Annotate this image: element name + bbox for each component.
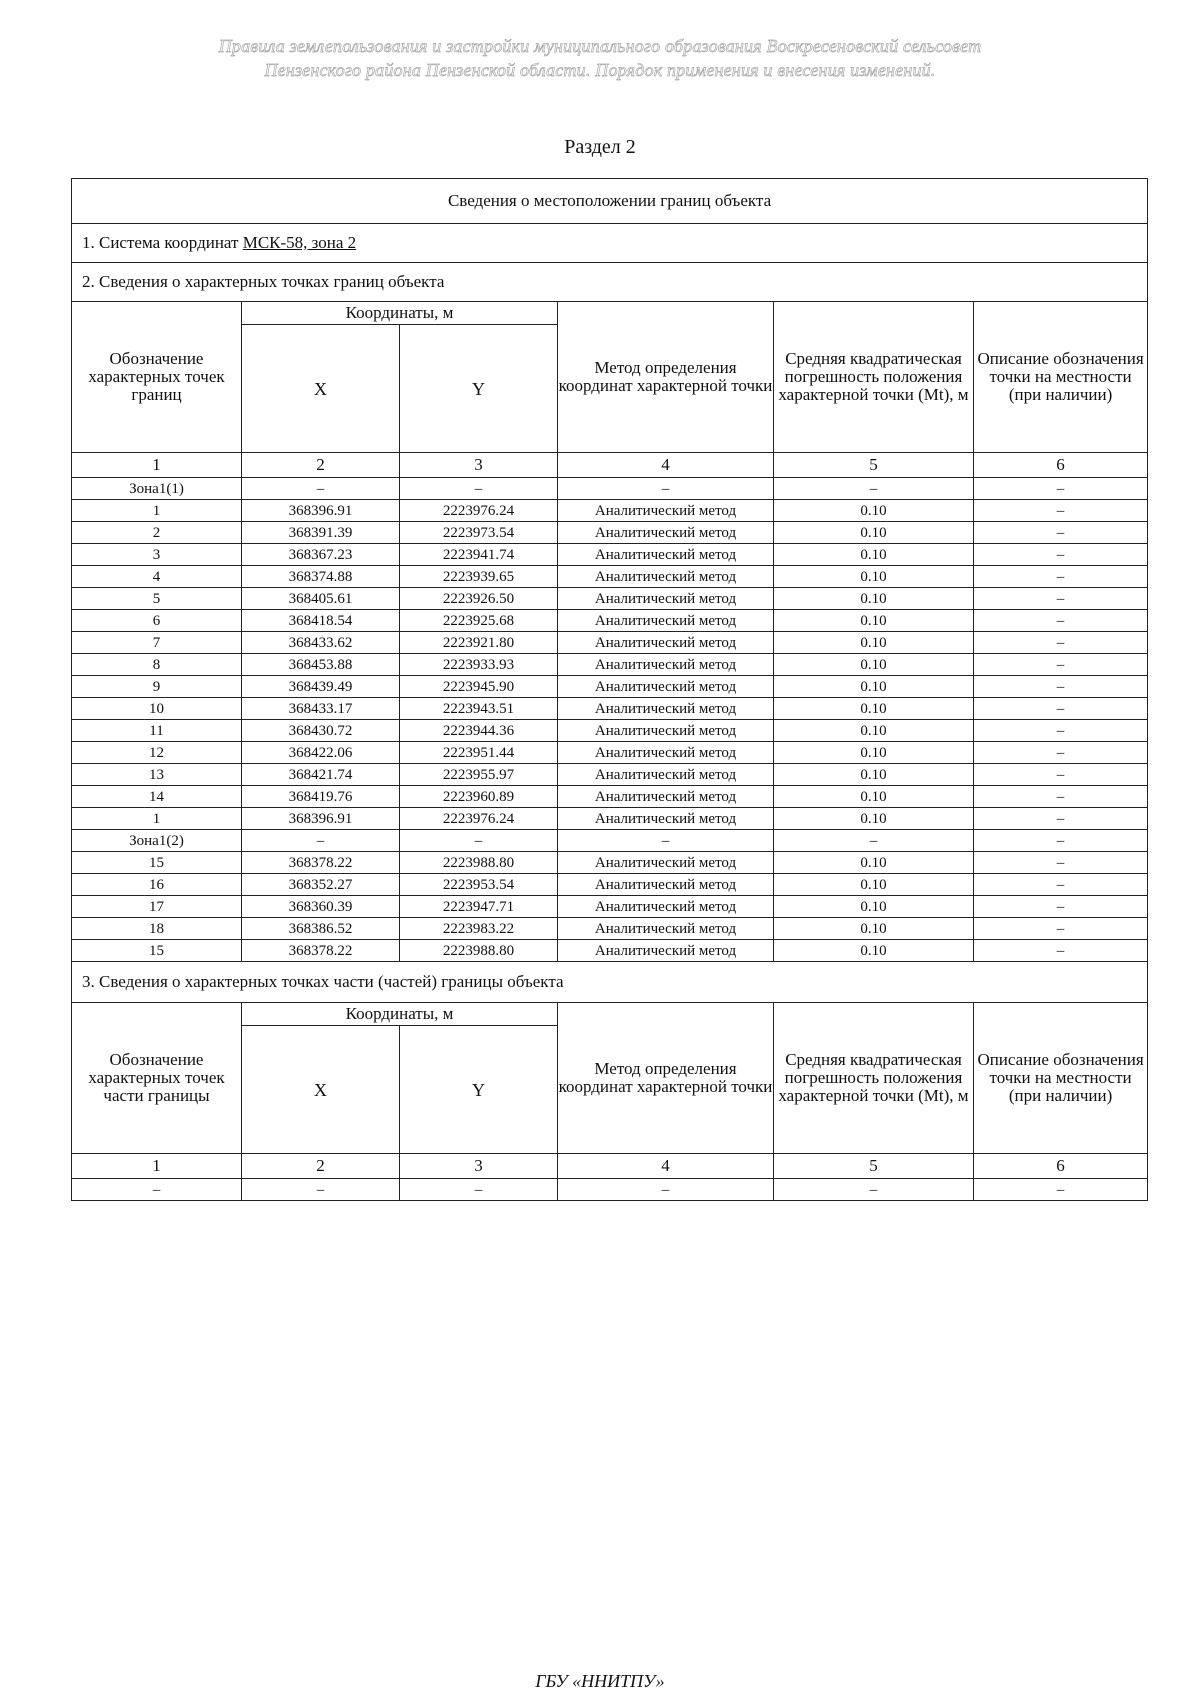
x-cell: 368360.39 (242, 896, 400, 918)
part-column-number-5: 5 (774, 1154, 974, 1179)
part-column-numbers-row (72, 1154, 1148, 1179)
y-cell: 2223988.80 (400, 940, 558, 962)
table-row (72, 940, 1148, 962)
method-cell: Аналитический метод (558, 698, 774, 720)
method-cell: Аналитический метод (558, 522, 774, 544)
error-cell: 0.10 (774, 698, 974, 720)
x-cell: 368396.91 (242, 808, 400, 830)
y-cell: 2223945.90 (400, 676, 558, 698)
point-id: 18 (72, 918, 242, 940)
part-column-number-1: 1 (72, 1154, 242, 1179)
part-header-error: Средняя квадратическая погрешность положения характерной точки (Mt), м (774, 1003, 974, 1154)
column-number-2: 2 (242, 453, 400, 478)
watermark-line-1: Правила землепользования и застройки муниципального образования Воскресеновский сельсовет (218, 36, 982, 56)
column-number-5: 5 (774, 453, 974, 478)
point-id: 8 (72, 654, 242, 676)
point-id: 2 (72, 522, 242, 544)
point-id: 1 (72, 808, 242, 830)
x-cell: 368378.22 (242, 852, 400, 874)
error-cell: 0.10 (774, 544, 974, 566)
error-cell: 0.10 (774, 500, 974, 522)
column-number-1: 1 (72, 453, 242, 478)
section-title: Раздел 2 (564, 136, 636, 158)
part-header-designation: Обозначение характерных точек части границы (72, 1003, 242, 1154)
description-cell: – (974, 852, 1148, 874)
y-cell: – (400, 478, 558, 500)
point-id: 1 (72, 500, 242, 522)
description-cell: – (974, 632, 1148, 654)
table-row (72, 478, 1148, 500)
error-cell: 0.10 (774, 566, 974, 588)
footer-org: ГБУ «ННИТПУ» (535, 1671, 665, 1691)
x-cell: 368421.74 (242, 764, 400, 786)
description-cell: – (974, 544, 1148, 566)
boundary-table (71, 178, 1148, 1201)
table-row (72, 808, 1148, 830)
y-cell: 2223960.89 (400, 786, 558, 808)
x-cell: 368433.17 (242, 698, 400, 720)
part-header-coordinates: Координаты, м (242, 1003, 558, 1026)
part-header-x: X (242, 1026, 400, 1154)
method-cell: Аналитический метод (558, 632, 774, 654)
x-cell: 368378.22 (242, 940, 400, 962)
table-row (72, 698, 1148, 720)
y-cell: 2223941.74 (400, 544, 558, 566)
header-designation: Обозначение характерных точек границ (72, 302, 242, 453)
y-cell: 2223943.51 (400, 698, 558, 720)
point-id: – (72, 1179, 242, 1201)
point-id: 13 (72, 764, 242, 786)
points-section-title: 2. Сведения о характерных точках границ объекта (72, 263, 1148, 302)
method-cell: – (558, 830, 774, 852)
part-column-number-4: 4 (558, 1154, 774, 1179)
point-id: Зона1(2) (72, 830, 242, 852)
point-id: 3 (72, 544, 242, 566)
error-cell: 0.10 (774, 720, 974, 742)
method-cell: Аналитический метод (558, 896, 774, 918)
x-cell: – (242, 830, 400, 852)
error-cell: 0.10 (774, 918, 974, 940)
y-cell: 2223926.50 (400, 588, 558, 610)
coord-system-prefix: 1. Система координат (82, 233, 243, 252)
description-cell: – (974, 874, 1148, 896)
error-cell: 0.10 (774, 786, 974, 808)
y-cell: – (400, 1179, 558, 1201)
header-x: X (242, 325, 400, 453)
header-coordinates: Координаты, м (242, 302, 558, 325)
column-number-6: 6 (974, 453, 1148, 478)
x-cell: 368439.49 (242, 676, 400, 698)
header-watermark (0, 34, 1200, 82)
method-cell: Аналитический метод (558, 566, 774, 588)
point-id: 5 (72, 588, 242, 610)
error-cell: – (774, 830, 974, 852)
table-row (72, 500, 1148, 522)
error-cell: 0.10 (774, 852, 974, 874)
y-cell: 2223983.22 (400, 918, 558, 940)
description-cell: – (974, 830, 1148, 852)
point-id: Зона1(1) (72, 478, 242, 500)
point-id: 14 (72, 786, 242, 808)
x-cell: 368374.88 (242, 566, 400, 588)
y-cell: 2223933.93 (400, 654, 558, 676)
point-id: 15 (72, 940, 242, 962)
method-cell: Аналитический метод (558, 676, 774, 698)
description-cell: – (974, 478, 1148, 500)
error-cell: 0.10 (774, 654, 974, 676)
error-cell: 0.10 (774, 742, 974, 764)
method-cell: Аналитический метод (558, 588, 774, 610)
method-cell: Аналитический метод (558, 808, 774, 830)
y-cell: 2223988.80 (400, 852, 558, 874)
table-row (72, 522, 1148, 544)
coord-system-line (72, 224, 1148, 263)
table-row (72, 896, 1148, 918)
x-cell: 368352.27 (242, 874, 400, 896)
table-row (72, 654, 1148, 676)
error-cell: 0.10 (774, 588, 974, 610)
table-row (72, 610, 1148, 632)
table-row (72, 852, 1148, 874)
description-cell: – (974, 654, 1148, 676)
x-cell: 368422.06 (242, 742, 400, 764)
description-cell: – (974, 566, 1148, 588)
coord-system-value: МСК-58, зона 2 (242, 233, 357, 252)
y-cell: 2223939.65 (400, 566, 558, 588)
y-cell: 2223976.24 (400, 808, 558, 830)
method-cell: Аналитический метод (558, 742, 774, 764)
method-cell: Аналитический метод (558, 852, 774, 874)
error-cell: – (774, 478, 974, 500)
description-cell: – (974, 786, 1148, 808)
table-row (72, 830, 1148, 852)
x-cell: 368367.23 (242, 544, 400, 566)
part-column-number-6: 6 (974, 1154, 1148, 1179)
error-cell: 0.10 (774, 808, 974, 830)
description-cell: – (974, 500, 1148, 522)
method-cell: Аналитический метод (558, 544, 774, 566)
y-cell: 2223953.54 (400, 874, 558, 896)
column-numbers-row (72, 453, 1148, 478)
table-row (72, 566, 1148, 588)
method-cell: Аналитический метод (558, 654, 774, 676)
part-header-method: Метод определения координат характерной точки (558, 1003, 774, 1154)
error-cell: – (774, 1179, 974, 1201)
method-cell: Аналитический метод (558, 918, 774, 940)
point-id: 4 (72, 566, 242, 588)
description-cell: – (974, 676, 1148, 698)
description-cell: – (974, 698, 1148, 720)
table-row (72, 676, 1148, 698)
method-cell: Аналитический метод (558, 874, 774, 896)
x-cell: 368433.62 (242, 632, 400, 654)
point-id: 16 (72, 874, 242, 896)
point-id: 9 (72, 676, 242, 698)
table-row (72, 874, 1148, 896)
x-cell: 368430.72 (242, 720, 400, 742)
table-row (72, 786, 1148, 808)
description-cell: – (974, 1179, 1148, 1201)
header-y: Y (400, 325, 558, 453)
description-cell: – (974, 808, 1148, 830)
table-row (72, 588, 1148, 610)
part-points-section-title: 3. Сведения о характерных точках части (частей) границы объекта (72, 962, 1148, 1003)
y-cell: 2223925.68 (400, 610, 558, 632)
description-cell: – (974, 940, 1148, 962)
table-row (72, 720, 1148, 742)
x-cell: 368453.88 (242, 654, 400, 676)
x-cell: 368391.39 (242, 522, 400, 544)
x-cell: 368396.91 (242, 500, 400, 522)
x-cell: 368419.76 (242, 786, 400, 808)
header-error: Средняя квадратическая погрешность положения характерной точки (Mt), м (774, 302, 974, 453)
y-cell: 2223951.44 (400, 742, 558, 764)
y-cell: 2223921.80 (400, 632, 558, 654)
y-cell: 2223955.97 (400, 764, 558, 786)
point-id: 12 (72, 742, 242, 764)
description-cell: – (974, 918, 1148, 940)
part-header-description: Описание обозначения точки на местности (при наличии) (974, 1003, 1148, 1154)
part-column-number-2: 2 (242, 1154, 400, 1179)
watermark-line-2: Пензенского района Пензенской области. Порядок применения и внесения изменений. (264, 60, 936, 80)
error-cell: 0.10 (774, 764, 974, 786)
x-cell: – (242, 478, 400, 500)
method-cell: Аналитический метод (558, 720, 774, 742)
method-cell: – (558, 478, 774, 500)
description-cell: – (974, 742, 1148, 764)
description-cell: – (974, 720, 1148, 742)
table-row (72, 1179, 1148, 1201)
table-row (72, 918, 1148, 940)
point-id: 7 (72, 632, 242, 654)
error-cell: 0.10 (774, 874, 974, 896)
description-cell: – (974, 610, 1148, 632)
y-cell: – (400, 830, 558, 852)
part-header-y: Y (400, 1026, 558, 1154)
header-method: Метод определения координат характерной точки (558, 302, 774, 453)
x-cell: 368418.54 (242, 610, 400, 632)
description-cell: – (974, 522, 1148, 544)
y-cell: 2223944.36 (400, 720, 558, 742)
header-description: Описание обозначения точки на местности (при наличии) (974, 302, 1148, 453)
column-number-3: 3 (400, 453, 558, 478)
point-id: 15 (72, 852, 242, 874)
error-cell: 0.10 (774, 896, 974, 918)
column-number-4: 4 (558, 453, 774, 478)
error-cell: 0.10 (774, 676, 974, 698)
x-cell: 368405.61 (242, 588, 400, 610)
point-id: 6 (72, 610, 242, 632)
table-row (72, 742, 1148, 764)
error-cell: 0.10 (774, 940, 974, 962)
error-cell: 0.10 (774, 610, 974, 632)
y-cell: 2223947.71 (400, 896, 558, 918)
description-cell: – (974, 896, 1148, 918)
description-cell: – (974, 764, 1148, 786)
table-row (72, 632, 1148, 654)
error-cell: 0.10 (774, 522, 974, 544)
point-id: 10 (72, 698, 242, 720)
x-cell: – (242, 1179, 400, 1201)
table-title: Сведения о местоположении границ объекта (72, 179, 1148, 224)
method-cell: Аналитический метод (558, 786, 774, 808)
point-id: 11 (72, 720, 242, 742)
description-cell: – (974, 588, 1148, 610)
table-row (72, 764, 1148, 786)
y-cell: 2223976.24 (400, 500, 558, 522)
method-cell: – (558, 1179, 774, 1201)
part-column-number-3: 3 (400, 1154, 558, 1179)
point-id: 17 (72, 896, 242, 918)
table-row (72, 544, 1148, 566)
method-cell: Аналитический метод (558, 764, 774, 786)
method-cell: Аналитический метод (558, 940, 774, 962)
method-cell: Аналитический метод (558, 610, 774, 632)
y-cell: 2223973.54 (400, 522, 558, 544)
method-cell: Аналитический метод (558, 500, 774, 522)
error-cell: 0.10 (774, 632, 974, 654)
x-cell: 368386.52 (242, 918, 400, 940)
